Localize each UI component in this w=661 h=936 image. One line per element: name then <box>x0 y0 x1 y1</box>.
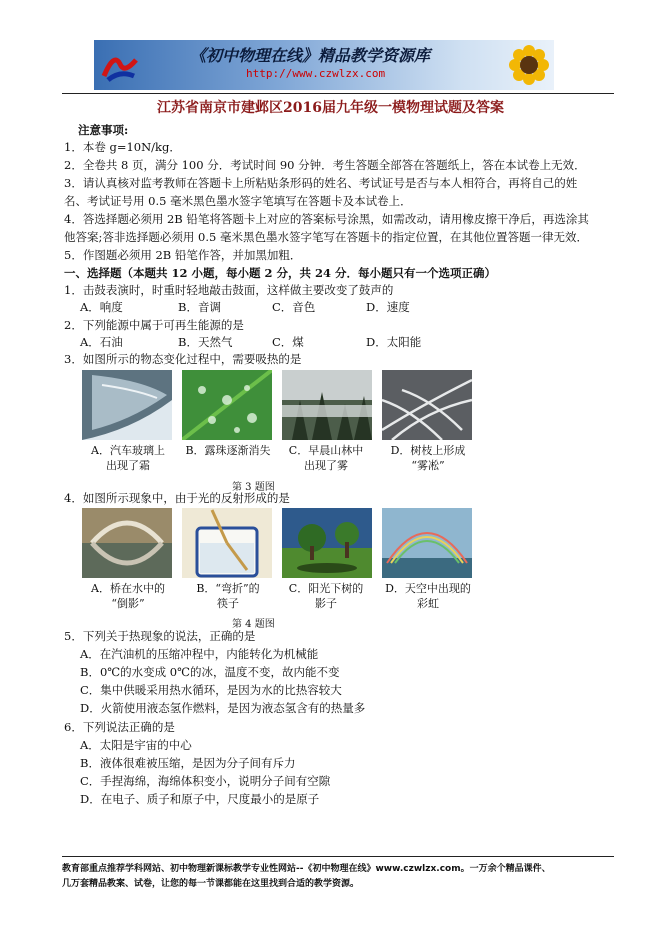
document-title: 江苏省南京市建邺区2016届九年级一模物理试题及答案 <box>157 100 504 116</box>
notice-line: 2．全卷共 8 页，满分 100 分．考试时间 90 分钟．考生答题全部答在答题纸上，答在本试卷上无效． <box>64 158 586 172</box>
question-stem: 5．下列关于热现象的说法，正确的是 <box>64 629 256 643</box>
option-d: D．速度 <box>366 300 410 314</box>
option-b: B．0℃的水变成 0℃的冰，温度不变，故内能不变 <box>80 665 340 679</box>
figure-caption: C．早晨山林中 出现了雾 <box>288 444 364 472</box>
option-a: A．石油 <box>80 335 123 349</box>
header-banner <box>94 40 554 90</box>
question-stem: 2．下列能源中属于可再生能源的是 <box>64 318 244 332</box>
notice-line: 1．本卷 g=10N/kg． <box>64 140 181 154</box>
sunflower-icon <box>506 42 552 88</box>
option-c: C．煤 <box>272 335 304 349</box>
figure-caption: C．阳光下树的 影子 <box>288 582 364 610</box>
tree-shadow-photo <box>282 508 372 578</box>
option-d: D．太阳能 <box>366 335 422 349</box>
option-d: D．火箭使用液态氢作燃料，是因为液态氢含有的热量多 <box>80 701 366 715</box>
section-heading: 一、选择题（本题共 12 小题，每小题 2 分，共 24 分．每小题只有一个选项正确） <box>64 266 497 280</box>
option-c: C．音色 <box>272 300 316 314</box>
figure-label: 第 4 题图 <box>232 619 275 630</box>
notice-line: 3．请认真核对监考教师在答题卡上所粘贴条形码的姓名、考试证号是否与本人相符合，再将自己的姓 <box>64 176 578 190</box>
option-a: A．响度 <box>80 300 123 314</box>
option-d: D．在电子、质子和原子中，尺度最小的是原子 <box>80 792 320 806</box>
option-c: C．手捏海绵，海绵体积变小，说明分子间有空隙 <box>80 774 331 788</box>
figure-caption: B．“弯折”的 筷子 <box>196 582 260 610</box>
option-b: B．天然气 <box>178 335 233 349</box>
header-rule <box>62 93 614 94</box>
bent-chopsticks-photo <box>182 508 272 578</box>
figure-caption: B．露珠逐渐消失 <box>185 444 271 457</box>
option-b: B．音调 <box>178 300 221 314</box>
notice-line: 他答案;答非选择题必须用 0.5 毫米黑色墨水签字笔写在答题卡的指定位置，在其他位置答题一律无效． <box>64 230 588 244</box>
figure-label: 第 3 题图 <box>232 482 275 493</box>
figure-caption: A．汽车玻璃上 出现了霜 <box>91 444 165 472</box>
site-logo-icon <box>100 46 140 86</box>
dew-drops-photo <box>182 370 272 440</box>
option-a: A．太阳是宇宙的中心 <box>80 738 192 752</box>
notice-line: 4．答选择题必须用 2B 铅笔将答题卡上对应的答案标号涂黑，如需改动，请用橡皮擦干净后，再选涂其 <box>64 212 589 226</box>
option-c: C．集中供暖采用热水循环，是因为水的比热容较大 <box>80 683 342 697</box>
rime-branches-photo <box>382 370 472 440</box>
question-stem: 3．如图所示的物态变化过程中，需要吸热的是 <box>64 352 302 366</box>
forest-fog-photo <box>282 370 372 440</box>
bridge-reflection-photo <box>82 508 172 578</box>
question-stem: 1．击鼓表演时，时重时轻地敲击鼓面，这样做主要改变了鼓声的 <box>64 283 394 297</box>
figure-caption: D．树枝上形成 “雾凇” <box>390 444 466 472</box>
footer-line: 几万套精品教案、试卷，让您的每一节课都能在这里找到合适的教学资源。 <box>62 879 360 889</box>
question-stem: 6．下列说法正确的是 <box>64 720 175 734</box>
notice-line: 名、考试证号用 0.5 毫米黑色墨水签字笔填写在答题卡及本试卷上． <box>64 194 412 208</box>
banner-title: 《初中物理在线》精品教学资源库 <box>190 46 431 65</box>
option-b: B．液体很难被压缩，是因为分子间有斥力 <box>80 756 296 770</box>
rainbow-photo <box>382 508 472 578</box>
footer <box>62 862 551 892</box>
footer-line: 教育部重点推荐学科网站、初中物理新课标教学专业性网站--《初中物理在线》www.czwlzx.com。一万余个精品课件、 <box>62 864 551 874</box>
frosted-car-glass-photo <box>82 370 172 440</box>
figure-caption: D．天空中出现的 彩虹 <box>385 582 471 610</box>
banner-url[interactable]: http://www.czwlzx.com <box>246 67 386 80</box>
question-stem: 4．如图所示现象中，由于光的反射形成的是 <box>64 491 290 505</box>
notice-heading: 注意事项: <box>78 123 129 137</box>
option-a: A．在汽油机的压缩冲程中，内能转化为机械能 <box>80 647 319 661</box>
notice-line: 5．作图题必须用 2B 铅笔作答，并加黑加粗． <box>64 248 302 262</box>
figure-caption: A．桥在水中的 “倒影” <box>91 582 165 610</box>
footer-rule <box>62 856 614 857</box>
